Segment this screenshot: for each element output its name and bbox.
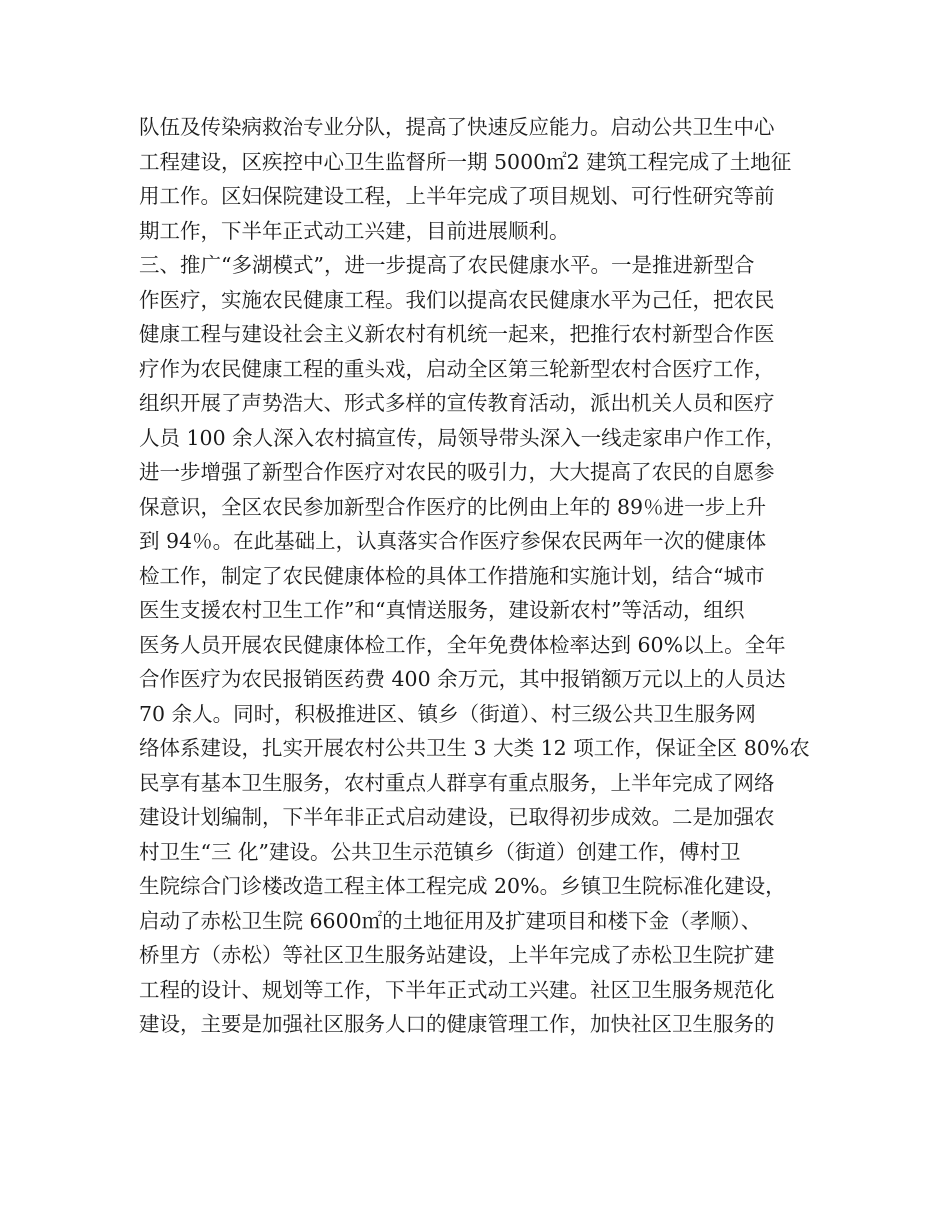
text-line: 村卫生“三 化”建设。公共卫生示范镇乡（街道）创建工作，傅村卫 <box>139 839 741 864</box>
text-line: 用工作。区妇保院建设工程，上半年完成了项目规划、可行性研究等前 <box>139 184 775 208</box>
text-line: 民享有基本卫生服务，农村重点人群享有重点服务，上半年完成了网络 <box>139 770 775 795</box>
text-line: 建设计划编制，下半年非正式启动建设，已取得初步成效。二是加强农 <box>139 805 775 829</box>
text-line: 进一步增强了新型合作医疗对农民的吸引力，大大提高了农民的自愿参 <box>139 460 775 484</box>
text-line: 人员 100 余人深入农村搞宣传，局领导带头深入一线走家串户作工作， <box>139 425 786 450</box>
text-line: 70 余人。同时，积极推进区、镇乡（街道）、村三级公共卫生服务网 <box>139 701 756 726</box>
text-line: 队伍及传染病救治专业分队，提高了快速反应能力。启动公共卫生中心 <box>139 115 775 139</box>
text-line: 工程建设，区疾控中心卫生监督所一期 5000㎡2 建筑工程完成了土地征 <box>139 149 792 174</box>
text-line: 启动了赤松卫生院 6600㎡的土地征用及扩建项目和楼下金（孝顺）、 <box>139 908 762 933</box>
body-text <box>139 110 819 1042</box>
section-heading-line: 三、推广“多湖模式”，进一步提高了农民健康水平。一是推进新型合 <box>139 253 755 277</box>
text-line: 医务人员开展农民健康体检工作，全年免费体检率达到 60%以上。全年 <box>139 632 786 657</box>
text-line: 疗作为农民健康工程的重头戏，启动全区第三轮新型农村合医疗工作， <box>139 356 775 381</box>
text-line: 组织开展了声势浩大、形式多样的宣传教育活动，派出机关人员和医疗 <box>139 391 775 415</box>
text-line: 健康工程与建设社会主义新农村有机统一起来，把推行农村新型合作医 <box>139 322 775 346</box>
text-line: 作医疗，实施农民健康工程。我们以提高农民健康水平为己任，把农民 <box>139 287 775 312</box>
text-line: 合作医疗为农民报销医药费 400 余万元，其中报销额万元以上的人员达 <box>139 667 786 691</box>
text-line: 络体系建设，扎实开展农村公共卫生 3 大类 12 项工作，保证全区 80%农 <box>139 736 810 760</box>
text-line: 到 94％。在此基础上，认真落实合作医疗参保农民两年一次的健康体 <box>139 529 767 553</box>
text-line: 建设，主要是加强社区服务人口的健康管理工作，加快社区卫生服务的 <box>139 1012 775 1036</box>
text-line: 期工作，下半年正式动工兴建，目前进展顺利。 <box>139 218 570 243</box>
text-line: 医生支援农村卫生工作”和“真情送服务，建设新农村”等活动，组织 <box>139 598 745 622</box>
text-line: 检工作，制定了农民健康体检的具体工作措施和实施计划，结合“城市 <box>139 563 765 588</box>
text-line: 桥里方（赤松）等社区卫生服务站建设，上半年完成了赤松卫生院扩建 <box>139 943 775 967</box>
text-line: 工程的设计、规划等工作，下半年正式动工兴建。社区卫生服务规范化 <box>139 977 775 1002</box>
text-line: 保意识，全区农民参加新型合作医疗的比例由上年的 89％进一步上升 <box>139 494 767 519</box>
text-line: 生院综合门诊楼改造工程主体工程完成 20%。乡镇卫生院标准化建设， <box>139 874 786 898</box>
